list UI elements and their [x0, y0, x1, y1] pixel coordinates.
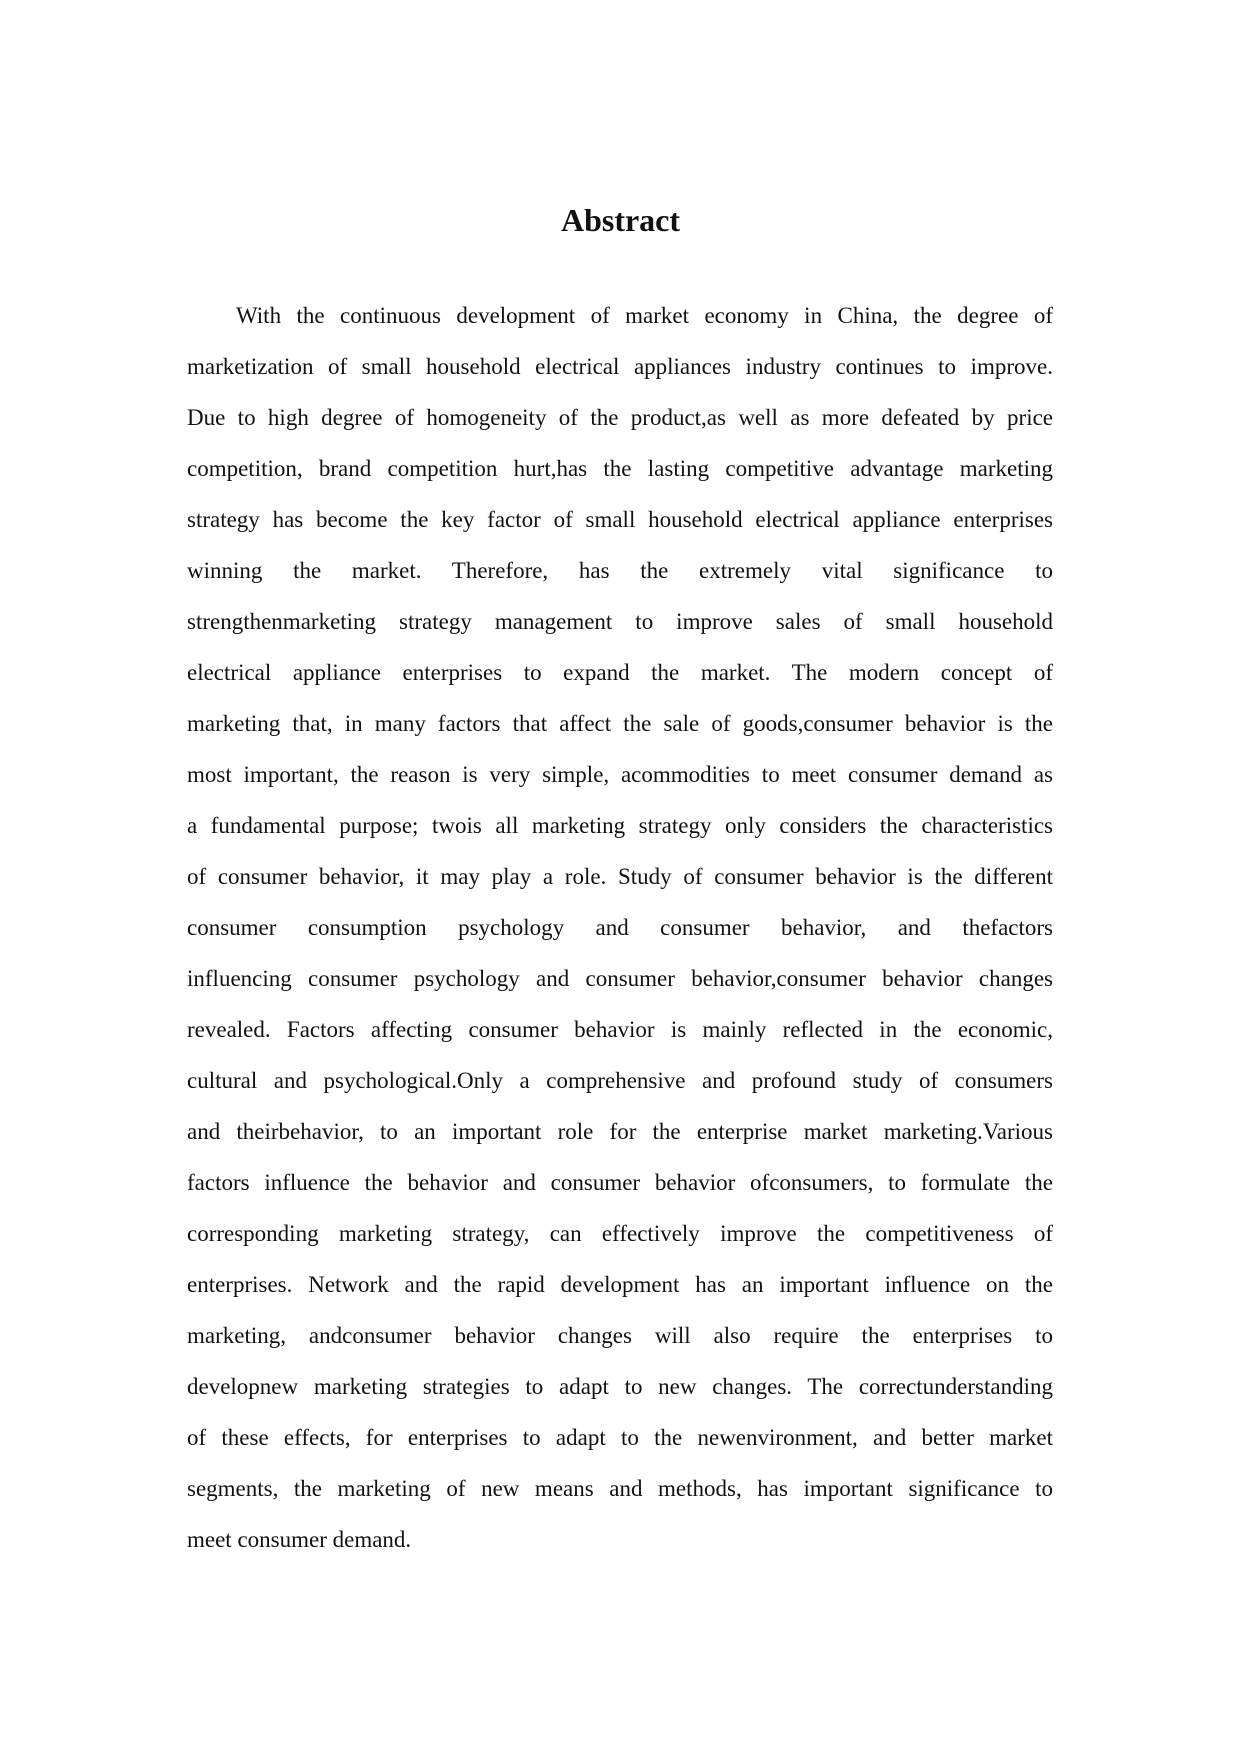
text-line: consumer consumption psychology and consumer behavior, and thefactors [187, 915, 1053, 940]
text-line: competition, brand competition hurt,has the lasting competitive advantage marketing [187, 456, 1053, 481]
text-line: segments, the marketing of new means and methods, has important significance to [187, 1476, 1053, 1501]
text-line: factors influence the behavior and consumer behavior ofconsumers, to formulate the [187, 1170, 1053, 1195]
text-line: of consumer behavior, it may play a role. Study of consumer behavior is the different [187, 864, 1053, 889]
text-line: of these effects, for enterprises to adapt to the newenvironment, and better market [187, 1425, 1053, 1450]
text-line: With the continuous development of market economy in China, the degree of [236, 303, 1053, 328]
text-line: a fundamental purpose; twois all marketing strategy only considers the characteristics [187, 813, 1053, 838]
text-line: marketing that, in many factors that affect the sale of goods,consumer behavior is the [187, 711, 1053, 736]
text-line: meet consumer demand. [187, 1527, 412, 1552]
page-title: Abstract [560, 202, 681, 238]
text-line: electrical appliance enterprises to expand the market. The modern concept of [187, 660, 1053, 685]
text-line: Due to high degree of homogeneity of the product,as well as more defeated by price [187, 405, 1053, 430]
text-line: winning the market. Therefore, has the extremely vital significance to [187, 558, 1053, 583]
text-line: revealed. Factors affecting consumer behavior is mainly reflected in the economic, [187, 1017, 1053, 1042]
text-line: marketing, andconsumer behavior changes will also require the enterprises to [187, 1323, 1053, 1348]
text-line: corresponding marketing strategy, can effectively improve the competitiveness of [187, 1221, 1053, 1246]
text-line: influencing consumer psychology and consumer behavior,consumer behavior changes [187, 966, 1053, 991]
abstract-body [187, 290, 1053, 1565]
text-line: and theirbehavior, to an important role for the enterprise market marketing.Various [187, 1119, 1053, 1144]
text-line: marketization of small household electrical appliances industry continues to improve. [187, 354, 1053, 379]
text-line: most important, the reason is very simple, acommodities to meet consumer demand as [187, 762, 1053, 787]
text-line: enterprises. Network and the rapid development has an important influence on the [187, 1272, 1053, 1297]
text-line: strategy has become the key factor of small household electrical appliance enterprises [187, 507, 1053, 532]
text-line: strengthenmarketing strategy management to improve sales of small household [187, 609, 1053, 634]
text-line: cultural and psychological.Only a comprehensive and profound study of consumers [187, 1068, 1053, 1093]
text-line: developnew marketing strategies to adapt to new changes. The correctunderstanding [187, 1374, 1053, 1399]
